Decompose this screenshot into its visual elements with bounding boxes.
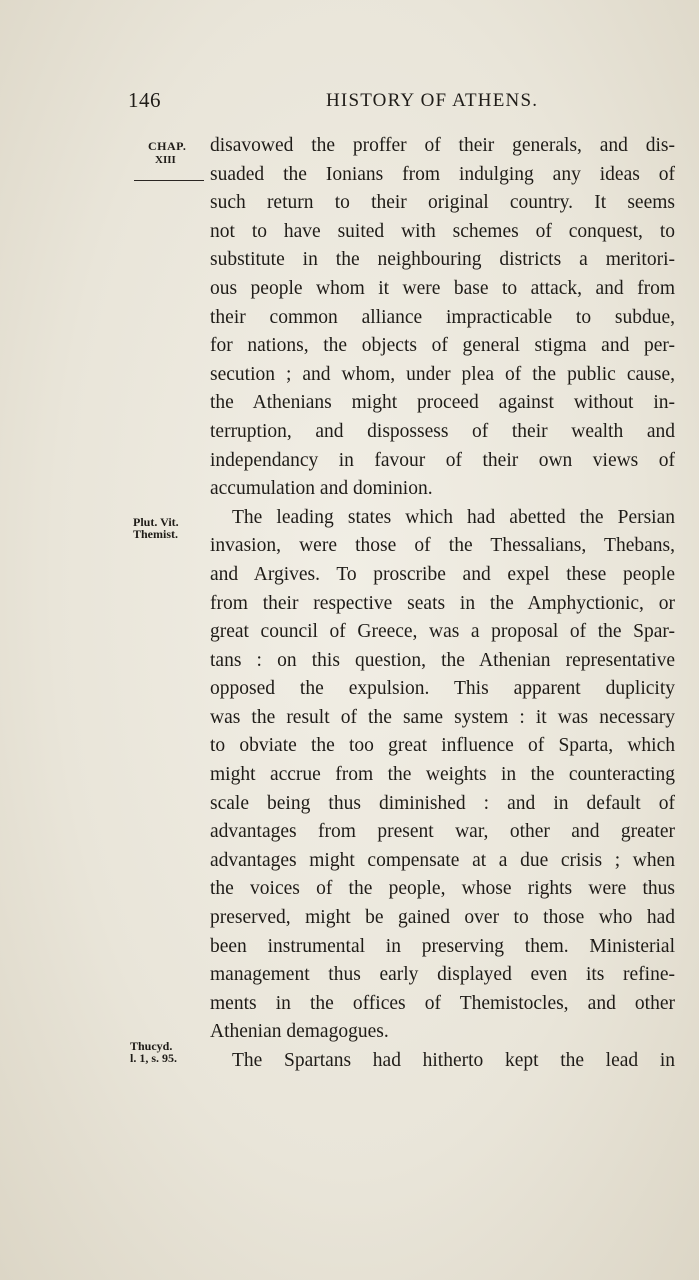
text-line: advantages from present war, other and greater [210, 821, 675, 843]
text-line: substitute in the neighbouring districts a meritori- [210, 249, 675, 271]
text-line: their common alliance impracticable to subdue, [210, 306, 675, 328]
text-line: disavowed the proffer of their generals, and dis- [210, 135, 675, 156]
text-line: from their respective seats in the Amphyctionic, or [210, 592, 675, 614]
page-header [0, 86, 699, 116]
text-line: accumulation and dominion. [210, 478, 433, 500]
text-line: The leading states which had abetted the Persian [232, 506, 675, 528]
text-line: tans : on this question, the Athenian representative [210, 649, 675, 671]
text-line: management thus early displayed even its refine- [210, 964, 675, 986]
text-line: great council of Greece, was a proposal of the Spar- [210, 621, 675, 643]
margin-rule [134, 180, 204, 181]
text-line: opposed the expulsion. This apparent duplicity [210, 678, 675, 700]
text-line: preserved, might be gained over to those who had [210, 907, 675, 929]
side-note-line: Thucyd. [130, 1039, 173, 1053]
running-head: HISTORY OF ATHENS. [326, 90, 539, 111]
text-line: scale being thus diminished : and in default of [210, 792, 675, 814]
text-line: the Athenians might proceed against without in- [210, 392, 675, 414]
chapter-label: CHAP. [148, 139, 187, 153]
text-line: the voices of the people, whose rights were thus [210, 878, 675, 900]
page-number: 146 [128, 88, 161, 112]
text-line: secution ; and whom, under plea of the public cause, [210, 363, 675, 385]
side-note-line: Plut. Vit. [133, 515, 179, 529]
text-line: terruption, and dispossess of their wealth and [210, 420, 675, 442]
text-line: advantages might compensate at a due crisis ; when [210, 849, 675, 871]
text-line: ments in the offices of Themistocles, and other [210, 992, 675, 1014]
text-line: not to have suited with schemes of conquest, to [210, 220, 675, 242]
side-note-plutarch [133, 516, 179, 540]
text-line: independancy in favour of their own views of [210, 449, 675, 471]
text-line: ous people whom it were base to attack, and from [210, 277, 675, 299]
side-note-line: l. 1, s. 95. [130, 1051, 178, 1065]
chapter-number: XIII [155, 154, 176, 166]
text-line: Athenian demagogues. [210, 1021, 389, 1043]
text-line: invasion, were those of the Thessalians, Thebans, [210, 535, 675, 557]
text-line: such return to their original country. It seems [210, 192, 675, 214]
text-line: to obviate the too great influence of Sparta, which [210, 735, 675, 757]
text-line: for nations, the objects of general stigma and per- [210, 335, 675, 357]
text-line: The Spartans had hitherto kept the lead in [232, 1050, 675, 1071]
text-line: been instrumental in preserving them. Ministerial [210, 935, 675, 957]
body-text [210, 132, 675, 1076]
text-line: suaded the Ionians from indulging any ideas of [210, 163, 675, 185]
text-line: and Argives. To proscribe and expel these people [210, 563, 675, 585]
text-line: was the result of the same system : it was necessary [210, 706, 675, 728]
text-line: might accrue from the weights in the counteracting [210, 764, 675, 786]
side-note-line: Themist. [133, 527, 178, 541]
side-note-thucydides [130, 1040, 177, 1064]
